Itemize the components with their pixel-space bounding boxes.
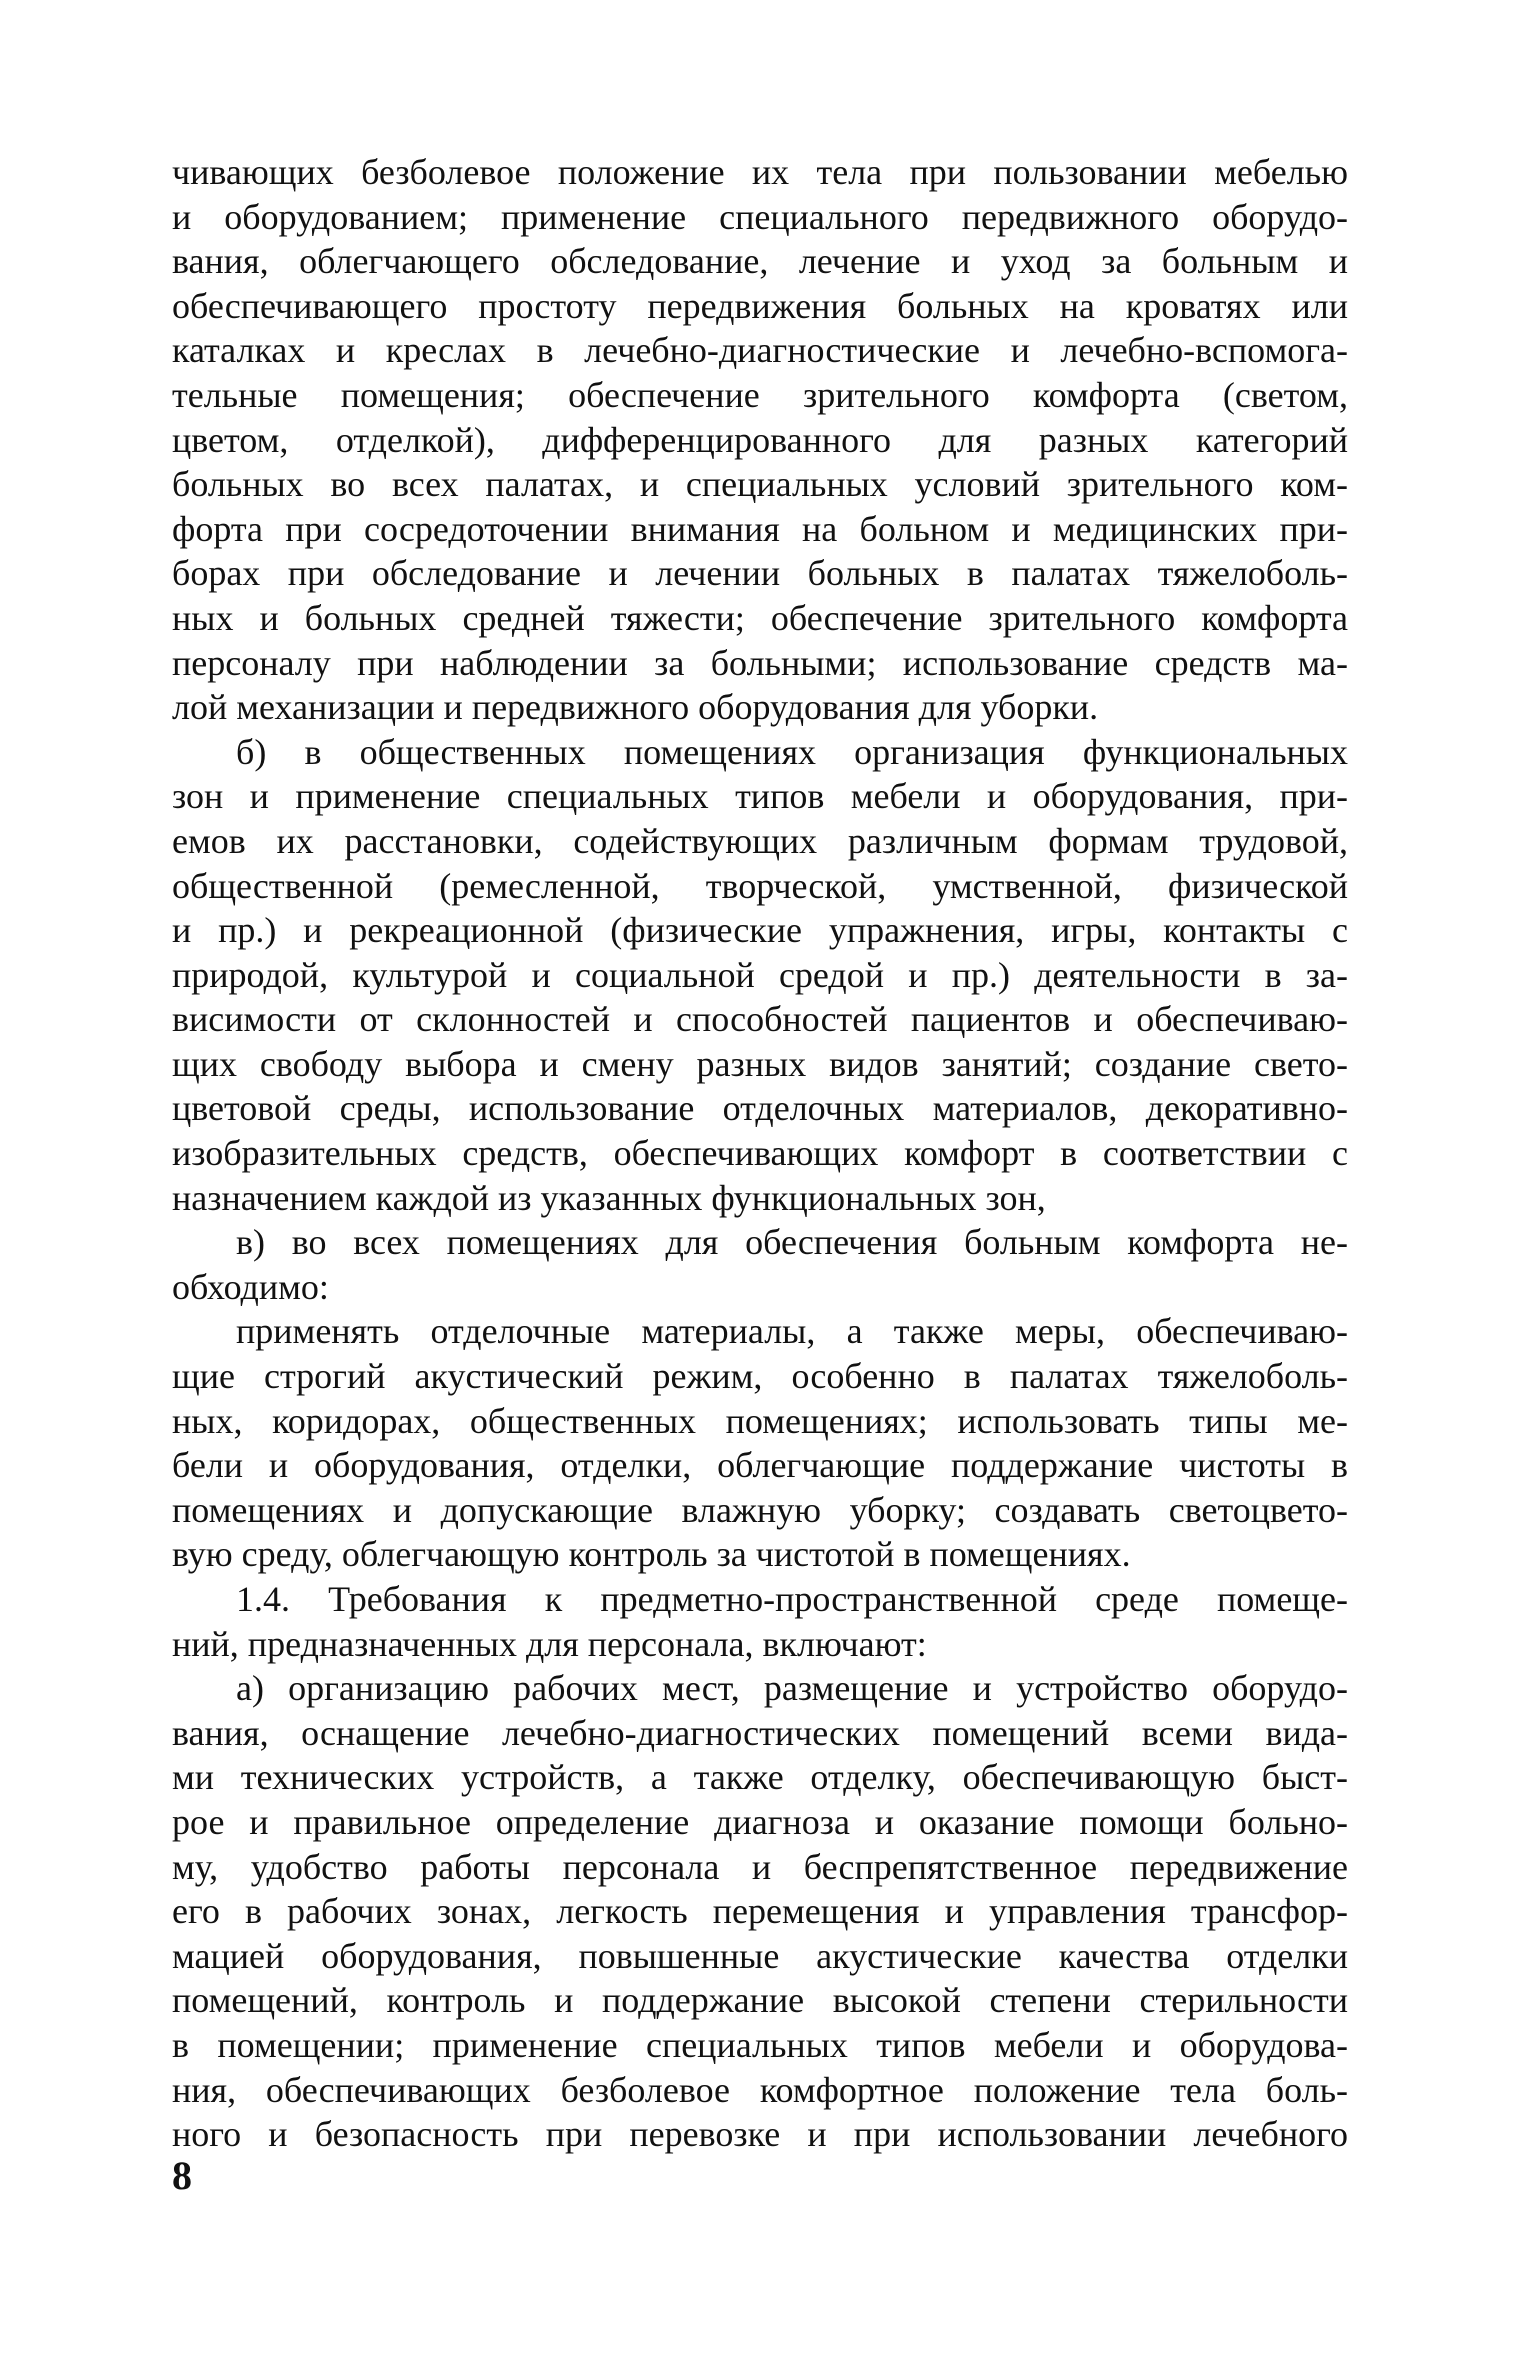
text-line: и оборудованием; применение специального передвижного оборудо- [172, 196, 1348, 237]
text-line: обеспечивающего простоту передвижения больных на кроватях или [172, 285, 1348, 326]
text-line: тельные помещения; обеспечение зрительного комфорта (светом, [172, 374, 1348, 415]
text-line: каталках и креслах в лечебно-диагностические и лечебно-вспомога- [172, 330, 1348, 371]
paragraph-1-4 [172, 1577, 1348, 1666]
text-line: мацией оборудования, повышенные акустические качества отделки [172, 1935, 1348, 1976]
text-line: емов их расстановки, содействующих различным формам трудовой, [172, 820, 1348, 861]
text-line: б) в общественных помещениях организация функциональных [236, 731, 1348, 772]
text-line: 1.4. Требования к предметно-пространственной среде помеще- [236, 1579, 1348, 1619]
text-line: помещениях и допускающие влажную уборку; создавать светоцвето- [172, 1489, 1348, 1530]
text-line: общественной (ремесленной, творческой, умственной, физической [172, 865, 1348, 906]
paragraph-b [172, 730, 1348, 1221]
text-line: применять отделочные материалы, а также меры, обеспечиваю- [236, 1311, 1348, 1352]
text-line: щих свободу выбора и смену разных видов занятий; создание свето- [172, 1043, 1348, 1084]
paragraph-v [172, 1220, 1348, 1309]
text-line: цветовой среды, использование отделочных материалов, декоративно- [172, 1088, 1348, 1129]
text-line: рое и правильное определение диагноза и оказание помощи больно- [172, 1801, 1348, 1842]
text-line: цветом, отделкой), дифференцированного для разных категорий [172, 419, 1348, 460]
text-line: в) во всех помещениях для обеспечения больным комфорта не- [236, 1222, 1348, 1263]
text-line: в помещении; применение специальных типов мебели и оборудова- [172, 2024, 1348, 2065]
text-line: му, удобство работы персонала и беспрепятственное передвижение [172, 1846, 1348, 1887]
text-line: форта при сосредоточении внимания на больном и медицинских при- [172, 508, 1348, 549]
text-line: персоналу при наблюдении за больными; использование средств ма- [172, 642, 1348, 683]
text-line: помещений, контроль и поддержание высокой степени стерильности [172, 1980, 1348, 2021]
page-number: 8 [172, 2153, 192, 2198]
text-line: висимости от склонностей и способностей пациентов и обеспечиваю- [172, 999, 1348, 1040]
text-line: ного и безопасность при перевозке и при использовании лечебного [172, 2114, 1348, 2155]
text-line: вания, оснащение лечебно-диагностических помещений всеми вида- [172, 1712, 1348, 1753]
text-line: лой механизации и передвижного оборудования для уборки. [172, 687, 1099, 728]
text-line: его в рабочих зонах, легкость перемещения и управления трансфор- [172, 1891, 1348, 1932]
paragraph-intro [172, 150, 1348, 730]
text-line: изобразительных средств, обеспечивающих комфорт в соответствии с [172, 1133, 1348, 1174]
text-line: назначением каждой из указанных функциональных зон, [172, 1177, 1046, 1218]
text-line: и пр.) и рекреационной (физические упражнения, игры, контакты с [172, 910, 1348, 951]
text-line: вую среду, облегчающую контроль за чистотой в помещениях. [172, 1534, 1131, 1575]
text-line: чивающих безболевое положение их тела при пользовании мебелью [172, 152, 1348, 192]
text-line: обходимо: [172, 1266, 329, 1307]
text-line: борах при обследование и лечении больных в палатах тяжелоболь- [172, 553, 1348, 594]
text-line: больных во всех палатах, и специальных условий зрительного ком- [172, 464, 1348, 505]
text-line: а) организацию рабочих мест, размещение и устройство оборудо- [236, 1668, 1348, 1709]
text-line: щие строгий акустический режим, особенно в палатах тяжелоболь- [172, 1356, 1348, 1397]
text-line: бели и оборудования, отделки, облегчающие поддержание чистоты в [172, 1445, 1348, 1486]
text-line: ний, предназначенных для персонала, включают: [172, 1623, 927, 1664]
paragraph-apply [172, 1309, 1348, 1577]
text-line: зон и применение специальных типов мебели и оборудования, при- [172, 776, 1348, 817]
text-line: ния, обеспечивающих безболевое комфортное положение тела боль- [172, 2069, 1348, 2110]
page-text [172, 150, 1348, 2157]
text-line: ми технических устройств, а также отделку, обеспечивающую быст- [172, 1757, 1348, 1798]
text-line: вания, облегчающего обследование, лечение и уход за больным и [172, 241, 1348, 282]
paragraph-a [172, 1666, 1348, 2157]
text-line: природой, культурой и социальной средой и пр.) деятельности в за- [172, 954, 1348, 995]
text-line: ных, коридорах, общественных помещениях; использовать типы ме- [172, 1400, 1348, 1441]
text-line: ных и больных средней тяжести; обеспечение зрительного комфорта [172, 597, 1348, 638]
